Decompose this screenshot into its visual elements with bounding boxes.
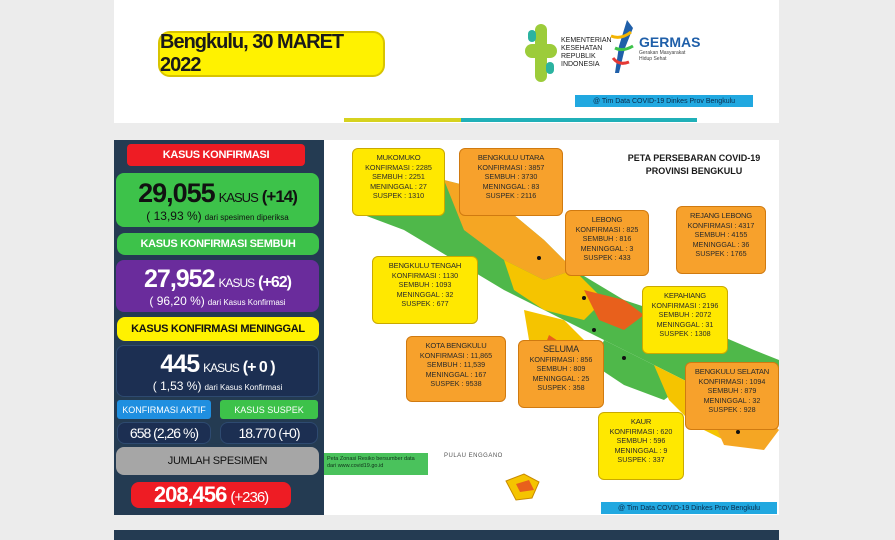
- region-meninggal: MENINGGAL : 25: [532, 373, 590, 383]
- sembuh-unit: KASUS: [218, 275, 255, 290]
- main-card: [114, 140, 779, 515]
- region-meninggal: MENINGGAL : 83: [482, 181, 540, 191]
- meninggal-delta: (+ 0 ): [242, 358, 275, 376]
- region-bengkulu-utara: [459, 148, 563, 216]
- meninggal-value: 445: [160, 349, 200, 378]
- region-name: LEBONG: [591, 215, 623, 224]
- region-konfirmasi: KONFIRMASI : 4317: [687, 220, 755, 230]
- region-konfirmasi: KONFIRMASI : 1130: [391, 270, 459, 280]
- meninggal-unit: KASUS: [203, 360, 239, 375]
- sembuh-note: dari Kasus Konfirmasi: [207, 297, 286, 307]
- region-meninggal: MENINGGAL : 32: [703, 395, 761, 405]
- meninggal-label-box: [117, 317, 319, 341]
- map-title-line2: PROVINSI BENGKULU: [645, 166, 743, 176]
- region-sembuh: SEMBUH : 4155: [694, 230, 748, 239]
- region-suspek: SUSPEK : 1310: [372, 191, 425, 200]
- region-kaur: [598, 412, 684, 480]
- region-konfirmasi: KONFIRMASI : 2196: [651, 300, 719, 310]
- konfirmasi-unit: KASUS: [218, 189, 258, 205]
- region-sembuh: SEMBUH : 596: [616, 436, 666, 445]
- region-suspek: SUSPEK : 1308: [659, 329, 711, 338]
- region-meninggal: MENINGGAL : 9: [614, 445, 668, 455]
- konfirmasi-label-box: [127, 144, 305, 166]
- region-kepahiang: [642, 286, 728, 354]
- aktif-value-box: [117, 422, 211, 444]
- region-name: BENGKULU SELATAN: [694, 367, 770, 376]
- konfirmasi-pct: ( 13,93 %): [146, 208, 202, 223]
- date-title: Bengkulu, 30 MARET 2022: [158, 31, 385, 77]
- region-suspek: SUSPEK : 358: [537, 383, 585, 392]
- region-sembuh: SEMBUH : 2251: [372, 172, 425, 181]
- konfirmasi-box: [116, 173, 319, 227]
- region-bengkulu-tengah: [372, 256, 478, 324]
- sembuh-box: [116, 260, 319, 312]
- map-title-line1: PETA PERSEBARAN COVID-19: [627, 153, 761, 163]
- region-name: KAUR: [630, 417, 652, 426]
- region-sembuh: SEMBUH : 809: [536, 364, 586, 373]
- region-sembuh: SEMBUH : 2072: [658, 310, 712, 319]
- konfirmasi-label: KASUS KONFIRMASI: [162, 149, 270, 161]
- sembuh-label-box: [117, 233, 319, 255]
- region-kota-bengkulu: [406, 336, 506, 402]
- suspek-value-box: [220, 422, 318, 444]
- suspek-label-box: [220, 400, 318, 419]
- region-name: KEPAHIANG: [664, 291, 706, 300]
- region-suspek: SUSPEK : 9538: [430, 379, 482, 388]
- region-konfirmasi: KONFIRMASI : 1094: [698, 376, 766, 386]
- aktif-label-box: [117, 400, 211, 419]
- region-suspek: SUSPEK : 928: [708, 405, 756, 414]
- sembuh-pct: ( 96,20 %): [149, 293, 205, 308]
- region-name: BENGKULU UTARA: [477, 153, 545, 162]
- meninggal-box: [116, 345, 319, 397]
- region-name: REJANG LEBONG: [690, 211, 752, 220]
- spesimen-value: 208,456: [153, 482, 227, 507]
- konfirmasi-value: 29,055: [138, 177, 215, 208]
- region-sembuh: SEMBUH : 1093: [398, 280, 452, 289]
- stripe-teal: [461, 118, 697, 122]
- region-suspek: SUSPEK : 433: [583, 253, 631, 262]
- germas-title: GERMAS: [639, 34, 701, 50]
- region-name: SELUMA: [543, 344, 579, 354]
- spesimen-delta: (+236): [230, 489, 269, 506]
- spesimen-box: [131, 482, 291, 508]
- germas-subtitle: Gerakan Masyarakat Hidup Sehat: [639, 50, 686, 62]
- region-meninggal: MENINGGAL : 36: [692, 239, 750, 249]
- region-konfirmasi: KONFIRMASI : 620: [609, 426, 673, 436]
- konfirmasi-note: dari spesimen diperiksa: [204, 212, 289, 222]
- sembuh-value: 27,952: [144, 264, 215, 293]
- meninggal-note: dari Kasus Konfirmasi: [204, 382, 283, 392]
- germas-logo: [609, 18, 700, 78]
- kemenkes-logo: [525, 22, 612, 84]
- region-konfirmasi: KONFIRMASI : 11,865: [419, 350, 493, 360]
- region-suspek: SUSPEK : 2116: [485, 191, 537, 200]
- region-mukomuko: [352, 148, 445, 216]
- header-card: [114, 0, 779, 123]
- region-meninggal: MENINGGAL : 3: [580, 243, 634, 253]
- region-suspek: SUSPEK : 337: [617, 455, 665, 464]
- region-sembuh: SEMBUH : 816: [582, 234, 632, 243]
- region-konfirmasi: KONFIRMASI : 856: [529, 354, 593, 364]
- region-name: BENGKULU TENGAH: [388, 261, 462, 270]
- germas-figure-icon: [609, 18, 637, 78]
- region-name: MUKOMUKO: [376, 153, 421, 162]
- sembuh-delta: (+62): [258, 273, 291, 291]
- meninggal-pct: ( 1,53 %): [152, 378, 202, 393]
- region-rejang-lebong: [676, 206, 766, 274]
- credit-top: @ Tim Data COVID-19 Dinkes Prov Bengkulu: [575, 95, 753, 107]
- suspek-value: 18.770 (+0): [238, 425, 300, 441]
- region-meninggal: MENINGGAL : 167: [425, 369, 487, 379]
- stripe-yellow: [344, 118, 461, 122]
- kemenkes-text: KEMENTERIAN KESEHATAN REPUBLIK INDONESIA: [561, 37, 612, 68]
- aktif-value: 658 (2,26 %): [129, 425, 199, 441]
- aktif-label: KONFIRMASI AKTIF: [122, 404, 206, 415]
- spesimen-label: JUMLAH SPESIMEN: [167, 455, 268, 467]
- region-sembuh: SEMBUH : 879: [707, 386, 757, 395]
- region-suspek: SUSPEK : 677: [401, 299, 449, 308]
- stats-panel: [114, 140, 324, 515]
- kemenkes-emblem-icon: [525, 22, 557, 84]
- region-bengkulu-selatan: [685, 362, 779, 430]
- suspek-label: KASUS SUSPEK: [234, 404, 304, 415]
- enggano-label: PULAU ENGGANO: [444, 453, 503, 459]
- konfirmasi-delta: (+14): [261, 186, 297, 206]
- next-card-edge: [114, 530, 779, 540]
- spesimen-label-box: [116, 447, 319, 475]
- region-lebong: [565, 210, 649, 276]
- zonasi-note: Peta Zonasi Resiko bersumber data dari www.covid19.go.id: [324, 453, 428, 475]
- region-meninggal: MENINGGAL : 32: [396, 289, 454, 299]
- meninggal-label: KASUS KONFIRMASI MENINGGAL: [131, 323, 305, 335]
- region-name: KOTA BENGKULU: [425, 341, 487, 350]
- region-meninggal: MENINGGAL : 31: [656, 319, 714, 329]
- region-seluma: [518, 340, 604, 408]
- region-sembuh: SEMBUH : 11,539: [426, 360, 486, 369]
- region-meninggal: MENINGGAL : 27: [370, 181, 427, 191]
- credit-bottom: @ Tim Data COVID-19 Dinkes Prov Bengkulu: [601, 502, 777, 514]
- sembuh-label: KASUS KONFIRMASI SEMBUH: [140, 238, 296, 250]
- region-konfirmasi: KONFIRMASI : 825: [575, 224, 639, 234]
- region-suspek: SUSPEK : 1765: [695, 249, 747, 258]
- region-konfirmasi: KONFIRMASI : 2285: [365, 162, 432, 172]
- region-sembuh: SEMBUH : 3730: [484, 172, 538, 181]
- map-title: [614, 152, 774, 178]
- region-konfirmasi: KONFIRMASI : 3857: [477, 162, 545, 172]
